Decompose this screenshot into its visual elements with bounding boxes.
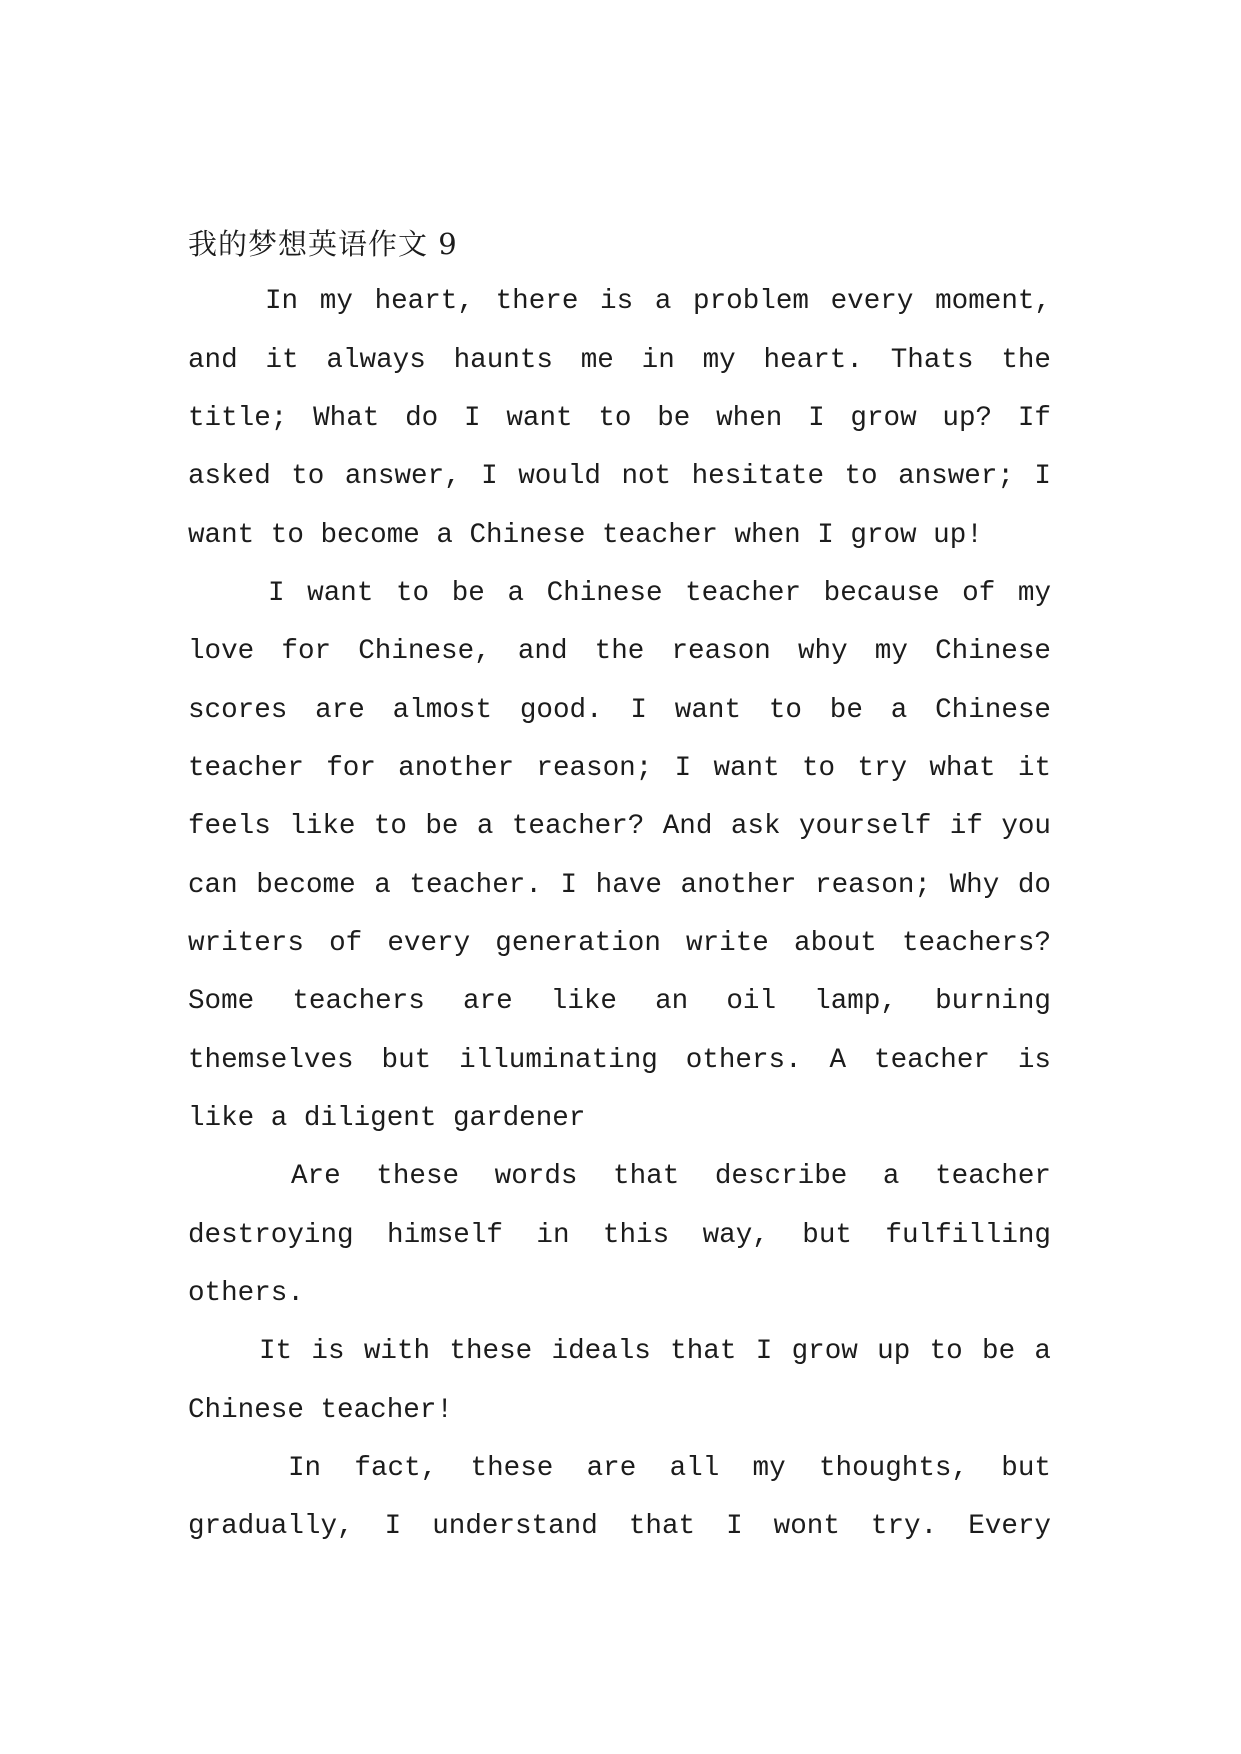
- text-line: Chinese teacher!: [188, 1394, 453, 1426]
- text-line: teacher for another reason; I want to try what it: [188, 752, 1051, 784]
- paragraph-4: [188, 1323, 1051, 1440]
- text-line: Are these words that describe a teacher: [291, 1161, 1051, 1193]
- paragraph-2: [188, 565, 1051, 1148]
- text-line: destroying himself in this way, but fulfilling: [188, 1219, 1051, 1251]
- paragraph-1: [188, 273, 1051, 565]
- text-line: writers of every generation write about teachers?: [188, 927, 1051, 959]
- text-line: It is with these ideals that I grow up to be a: [259, 1336, 1051, 1368]
- text-line: gradually, I understand that I wont try. Every: [188, 1511, 1051, 1543]
- text-line: can become a teacher. I have another reason; Why do: [188, 869, 1051, 901]
- text-line: In fact, these are all my thoughts, but: [288, 1452, 1051, 1484]
- text-line: and it always haunts me in my heart. Thats the: [188, 344, 1051, 376]
- paragraph-3: [188, 1148, 1051, 1323]
- document-body: [188, 215, 1051, 1557]
- text-line: title; What do I want to be when I grow up? If: [188, 402, 1051, 434]
- text-line: themselves but illuminating others. A teacher is: [188, 1044, 1051, 1076]
- text-line: asked to answer, I would not hesitate to answer; I: [188, 461, 1051, 493]
- document-title: 我的梦想英语作文 9: [188, 227, 458, 261]
- text-line: others.: [188, 1277, 304, 1309]
- text-line: Some teachers are like an oil lamp, burning: [188, 986, 1051, 1018]
- text-line: like a diligent gardener: [188, 1102, 586, 1134]
- text-line: scores are almost good. I want to be a Chinese: [188, 694, 1051, 726]
- text-line: In my heart, there is a problem every moment,: [265, 286, 1051, 318]
- text-line: I want to be a Chinese teacher because of my: [268, 577, 1051, 609]
- text-line: feels like to be a teacher? And ask yourself if you: [188, 811, 1051, 843]
- paragraph-5: [188, 1440, 1051, 1557]
- text-line: love for Chinese, and the reason why my Chinese: [188, 636, 1051, 668]
- text-line: want to become a Chinese teacher when I grow up!: [188, 519, 983, 551]
